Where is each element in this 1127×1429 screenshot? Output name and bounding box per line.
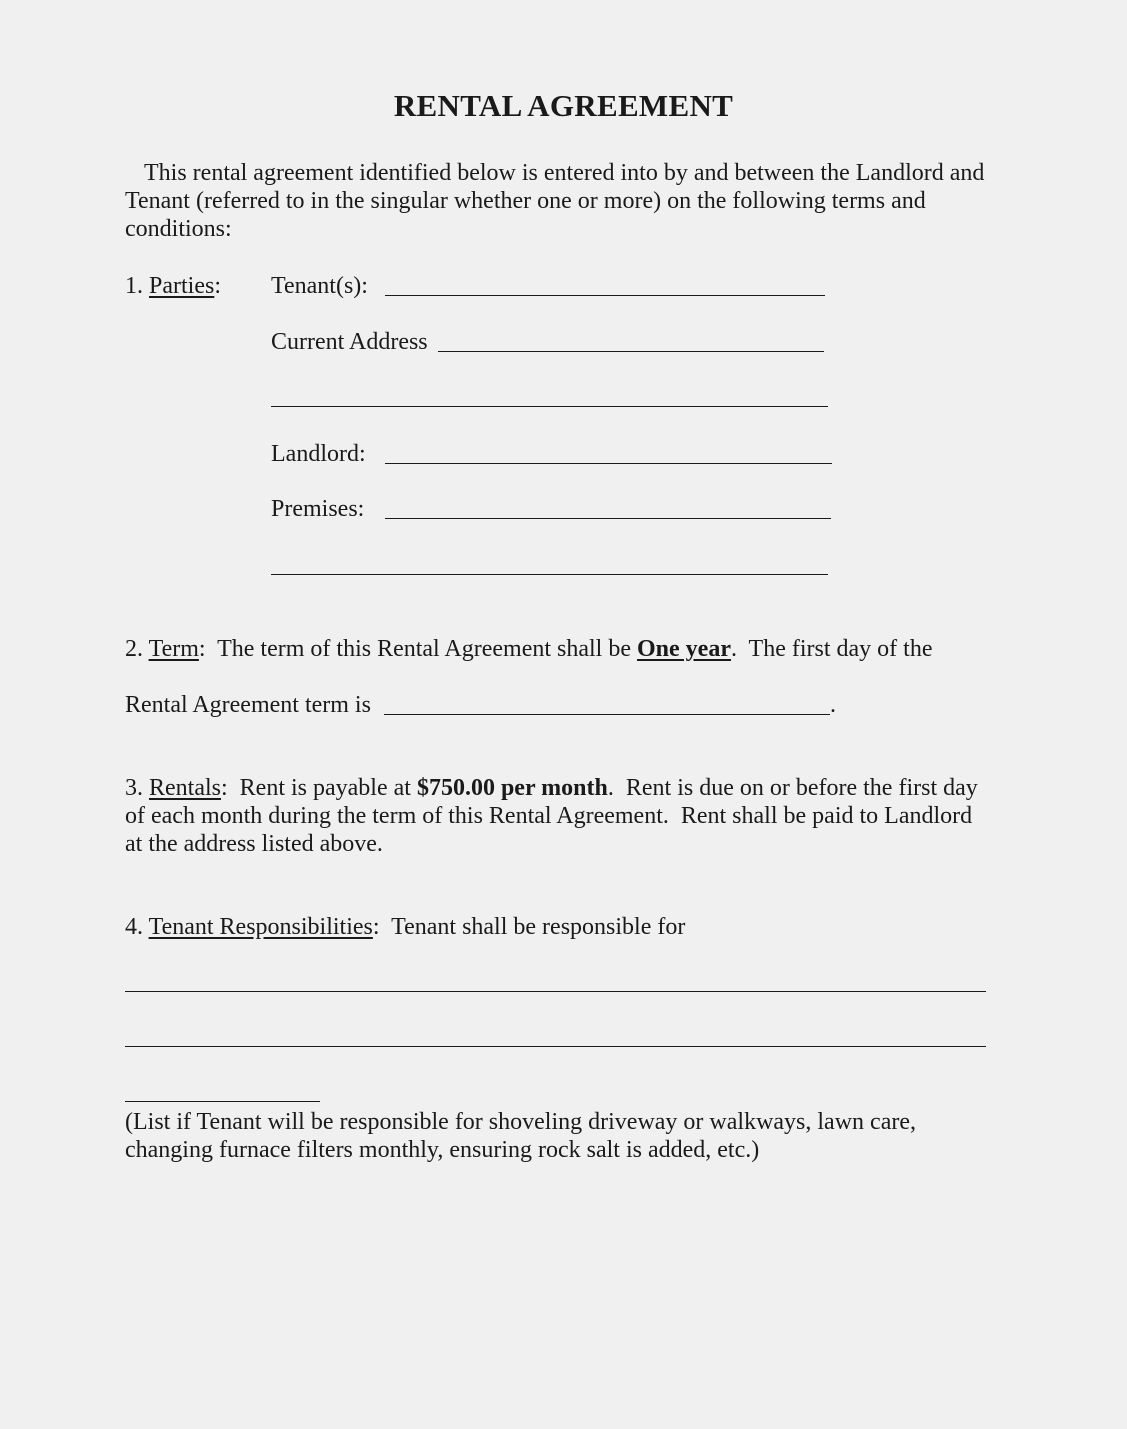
parties-heading (125, 272, 221, 300)
landlord-label: Landlord: (271, 441, 366, 467)
term-start-blank[interactable] (384, 714, 830, 715)
current-address-blank-line2[interactable] (271, 406, 828, 407)
term-start-label: Rental Agreement term is (125, 692, 371, 718)
rent-amount: $750.00 per month (416, 775, 608, 801)
rentals-number: 3. (125, 775, 149, 801)
responsibilities-blank-1[interactable] (125, 991, 986, 992)
responsibilities-note-line1: (List if Tenant will be responsible for shoveling driveway or walkways, lawn care, (125, 1109, 916, 1135)
term-text-after: . The first day of the (730, 636, 933, 662)
responsibilities-blank-2[interactable] (125, 1046, 986, 1047)
premises-blank-line2[interactable] (271, 574, 828, 575)
landlord-blank[interactable] (385, 463, 832, 464)
intro-paragraph (125, 159, 1005, 243)
current-address-label: Current Address (271, 329, 428, 355)
term-duration: One year (637, 636, 731, 662)
term-text-before: : The term of this Rental Agreement shall be (198, 636, 637, 662)
document-title: RENTAL AGREEMENT (393, 88, 734, 123)
responsibilities-number: 4. (125, 914, 149, 940)
rentals-line1 (125, 774, 978, 802)
term-start-period: . (830, 692, 836, 718)
rentals-line3: at the address listed above. (125, 831, 383, 857)
responsibilities-note-line2: changing furnace filters monthly, ensuring rock salt is added, etc.) (125, 1137, 760, 1163)
premises-blank[interactable] (385, 518, 831, 519)
rentals-heading: Rentals (149, 775, 221, 801)
responsibilities-line (125, 913, 685, 941)
tenant-blank[interactable] (385, 295, 825, 296)
parties-number: 1. (125, 273, 149, 299)
parties-title: Parties (149, 273, 215, 299)
responsibilities-heading: Tenant Responsibilities (148, 914, 373, 940)
responsibilities-text: : Tenant shall be responsible for (372, 914, 686, 940)
term-number: 2. (125, 636, 149, 662)
tenant-label: Tenant(s): (271, 273, 368, 299)
rentals-text-before: : Rent is payable at (221, 775, 417, 801)
term-heading: Term (148, 636, 199, 662)
responsibilities-blank-3[interactable] (125, 1101, 320, 1102)
rentals-line2: of each month during the term of this Rental Agreement. Rent shall be paid to Landlord (125, 803, 973, 829)
parties-colon: : (214, 273, 221, 299)
intro-text: This rental agreement identified below is entered into by and between the Landlord and Tenant (referred to in the singular whether one or more) on the following terms and conditions: (125, 160, 985, 242)
term-line1 (125, 635, 933, 663)
rentals-line1-after: . Rent is due on or before the first day (607, 775, 978, 801)
current-address-blank[interactable] (438, 351, 824, 352)
premises-label: Premises: (271, 496, 365, 522)
